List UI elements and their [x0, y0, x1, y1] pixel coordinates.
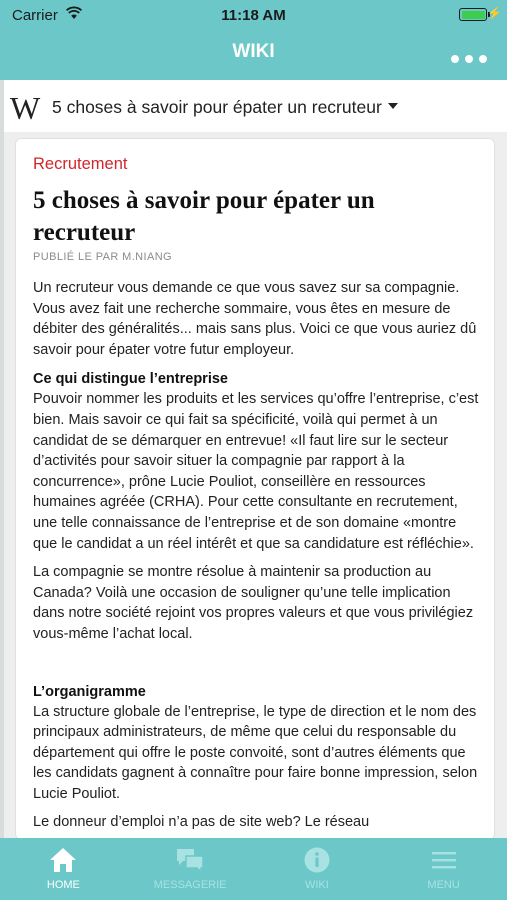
navigation-bar: [0, 0, 507, 80]
clock: 11:18 AM: [221, 7, 286, 24]
info-icon: [302, 846, 332, 874]
tab-home[interactable]: [0, 838, 127, 900]
article-intro: Un recruteur vous demande ce que vous savez sur sa compagnie. Vous avez fait une recherche sommaire, vous êtes en mesure de débiter des généralités... mais sans plus. Voici ce que vous auriez dû savoir pour épater votre futur employeur.: [33, 280, 477, 358]
category-link[interactable]: Recrutement: [33, 155, 128, 173]
tab-menu[interactable]: [380, 838, 507, 900]
chat-bubbles-icon: [175, 846, 205, 874]
chevron-down-icon[interactable]: [388, 103, 398, 109]
more-dots-icon: [451, 55, 459, 63]
charging-icon: ⚡: [487, 6, 502, 20]
carrier-label: Carrier: [12, 7, 58, 24]
menu-icon: [429, 846, 459, 874]
tab-wiki[interactable]: [254, 838, 381, 900]
article-paragraph: La compagnie se montre résolue à maintenir sa production au Canada? Voilà une occasion de souligner qu’une telle implication dans notre société rejoint vos propres valeurs et que vous privilégiez vous-même l’achat local.: [33, 564, 474, 642]
tab-wiki-label: WIKI: [304, 879, 329, 891]
article-paragraph: La structure globale de l’entreprise, le type de direction et le nom des principaux administrateurs, de même que celui du responsable du département qui offre le poste convoité, sont d’autres éléments que les candidats gagnent à connaître pour faire bonne impression, selon Lucie Pouliot.: [33, 703, 478, 802]
battery-icon: [459, 8, 487, 21]
wikipedia-logo-icon: W: [10, 90, 41, 126]
article-card: [15, 138, 495, 840]
tab-messagerie-label: MESSAGERIE: [153, 879, 227, 891]
article-paragraph: Le donneur d’emploi n’a pas de site web? Le réseau: [33, 814, 370, 831]
article-title: 5 choses à savoir pour épater un recruteur: [33, 187, 375, 246]
section-heading: Ce qui distingue l’entreprise: [33, 371, 228, 388]
tab-home-label: HOME: [46, 879, 80, 891]
status-bar: [0, 0, 507, 30]
tab-menu-label: MENU: [427, 879, 460, 891]
article-paragraph: Pouvoir nommer les produits et les services qu’offre l’entreprise, c’est bien. Mais savoir ce qui fait sa spécificité, voilà qui permet à un candidat de se démarquer en entrevue! «Il faut lire sur le secteur d’activités pour savoir situer la compagnie par rapport à la concurrence», prône Lucie Pouliot, conseillère en ressources humaines agréée (CRHA). Pour cette consultante en recrutement, une telle connaissance de l’entreprise et de son domaine «montre que le candidat a un réel intérêt et que sa candidature est réfléchie».: [33, 391, 479, 552]
tab-messagerie[interactable]: [127, 838, 254, 900]
article-byline: PUBLIÉ LE PAR M.NIANG: [33, 251, 173, 263]
article-selector[interactable]: [4, 80, 507, 132]
section-heading: L’organigramme: [33, 683, 146, 700]
home-icon: [48, 846, 78, 874]
page-title: WIKI: [232, 41, 275, 62]
tab-bar: [0, 838, 507, 900]
article-selector-title[interactable]: 5 choses à savoir pour épater un recruteur: [52, 97, 398, 118]
more-options-button[interactable]: [451, 54, 487, 64]
